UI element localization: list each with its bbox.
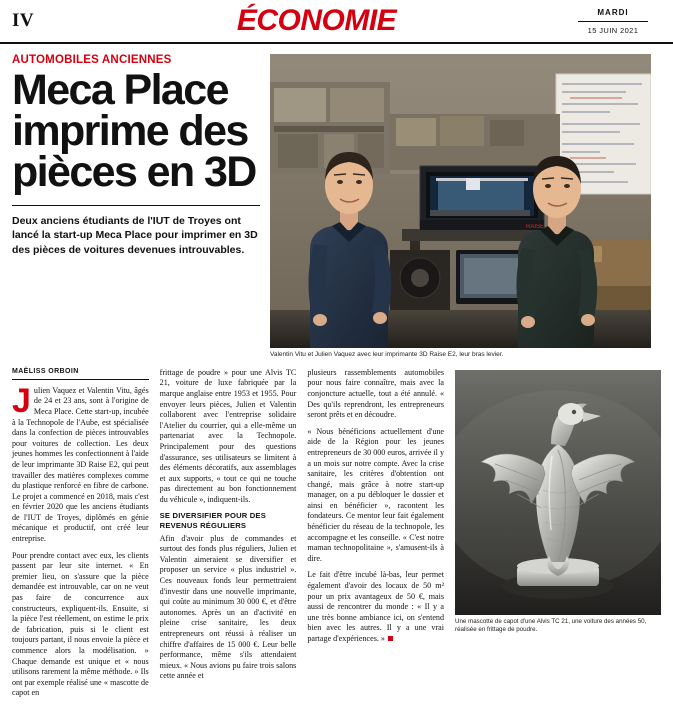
photo-two-men-with-3d-printer <box>270 54 651 348</box>
workshop-photo-illustration <box>270 54 651 348</box>
paragraph <box>12 381 149 545</box>
date-divider <box>578 21 648 22</box>
body-column-3 <box>307 368 444 705</box>
article-body <box>0 360 673 705</box>
article-header <box>0 44 673 360</box>
paragraph <box>307 570 444 644</box>
body-column-1 <box>12 368 149 705</box>
svg-text:RAISE: RAISE <box>526 224 545 230</box>
eagle-ornament-illustration <box>455 370 661 615</box>
headline-column <box>12 54 270 360</box>
main-photo-caption: Valentin Vitu et Julien Vaquez avec leur imprimante 3D Raise E2, leur bras levier. <box>270 351 504 358</box>
paragraph: Afin d'avoir plus de commandes et surtout des fonds plus réguliers, Julien et Valentin aimeraient se diversifier et proposer un service « plus industriel ». Ces nouveaux fonds leur permettraient d'investir dans une nouvelle imprimante, qui coûte au minimum 30 000 €, et d'être autonomes. Après un an d'activité en pleine crise sanitaire, les deux entrepreneurs ont réussi à réaliser un chiffre d'affaires de 15 000 €. Leur belle performance, même s'ils attendaient mieux. « Nous avions pu faire trois salons cette année et <box>159 533 297 681</box>
page-number: IV <box>12 10 35 31</box>
page-title: Meca Place imprime des pièces en 3D <box>12 66 256 196</box>
secondary-photo-caption: Une mascotte de capot d'une Alvis TC 21, une voiture des années 50, réalisée en frittage de poudre. <box>455 617 647 633</box>
paragraph-text: Le fait d'être incubé là-bas, leur permet également d'avoir des locaux de 50 m² pour un prix avantageux de 50 €, mais aussi de rencontrer du monde : « Il y a une très bonne ambiance ici, on s'entend bien avec les autres. Il y a une vrai partage d'expériences. » <box>307 570 445 644</box>
date-label: 15 JUIN 2021 <box>587 26 639 35</box>
section-title: ÉCONOMIE <box>236 4 397 37</box>
byline: MAËLISS ORBOIN <box>12 368 149 380</box>
main-photo-block <box>270 54 651 360</box>
paragraph-text: ulien Vaquez et Valentin Vitu, âgés de 24 et 23 ans, sont à l'origine de Meca Place. Cette start-up, incubée à la Technopole de l'Aube, est spécialisée dans la confection de pièces introuvables pour voitures de collection. Les deux jeunes hommes les confectionnent à l'aide de leur imprimante 3D Raise E2, qui peut travailler des matières complexes comme du plastique renforcé en fibre de carbone. Le projet a commencé en 2018, mais c'est en février 2020 que les anciens étudiants de l'IUT de Troyes, diplômés en génie mécanique et productif, ont créé leur entreprise. <box>12 385 149 544</box>
paragraph: Pour prendre contact avec eux, les clients passent par leur site internet. « En premier lieu, on s'assure que la pièce demandée est introuvable, car on ne veut pas faire de concurrence aux constructeurs, expliquent-ils. Ensuite, si la pièce l'est réellement, on estime le prix de fabrication, puis si le client est toujours partant, il nous envoie la pièce et commence alors la modélisation. » Chaque demande est unique et « nous utilisons rarement la même méthode. » Ils ont par exemple réalisé une « mascotte de capot en <box>12 550 149 698</box>
paragraph: plusieurs rassemblements automobiles pour nous faire connaître, mais avec la conjoncture actuelle, tout a été annulé. « Des qu'ils reprendront, les entrepreneurs seront prêts et en découdre. <box>307 367 445 420</box>
body-column-2 <box>160 368 297 705</box>
paragraph: frittage de poudre » pour une Alvis TC 21, voiture de luxe fabriquée par la marque anglaise entre 1953 et 1955. Pour envoyer leurs pièces, Julien et Valentin collaborent avec l'entreprise solidaire l'Atelier du courrier, qui a elle-même un partenariat avec la Technopole. Principalement pour des questions d'assurance, ses utilisateurs se limitent à des éléments décoratifs, aux assemblages et aux supports, « tout ce qui ne touche pas directement au bon fonctionnement du véhicule », indiquent-ils. <box>159 367 297 504</box>
weekday-label: MARDI <box>597 8 629 17</box>
photo-eagle-hood-ornament <box>455 370 661 615</box>
article-kicker: AUTOMOBILES ANCIENNES <box>12 54 172 66</box>
masthead <box>0 0 673 44</box>
article-standfirst: Deux anciens étudiants de l'IUT de Troyes ont lancé la start-up Meca Place pour imprimer en 3D des pièces de voitures devenues introuvables. <box>12 205 260 257</box>
drop-cap: J <box>12 381 31 420</box>
date-block <box>553 0 673 35</box>
subheading-diversify: SE DIVERSIFIER POUR DES REVENUS RÉGULIERS <box>159 511 266 530</box>
paragraph: « Nous bénéficions actuellement d'une aide de la Région pour les jeunes entrepreneurs de 30 000 euros, arrivée il y a un mois sur notre compte. Avec la crise sanitaire, les critères d'obtention ont changé, mais grâce à notre start-up manager, on a pu débloquer le dossier et ainsi en bénéficier », racontent les fondateurs. Ce mentor leur fait également bénéficier du réseau de la technopole, les accompagne et les conseille. « C'est notre maman technopolitaine », s'amusent-ils à dire. <box>307 426 445 563</box>
secondary-photo-block <box>455 368 661 705</box>
